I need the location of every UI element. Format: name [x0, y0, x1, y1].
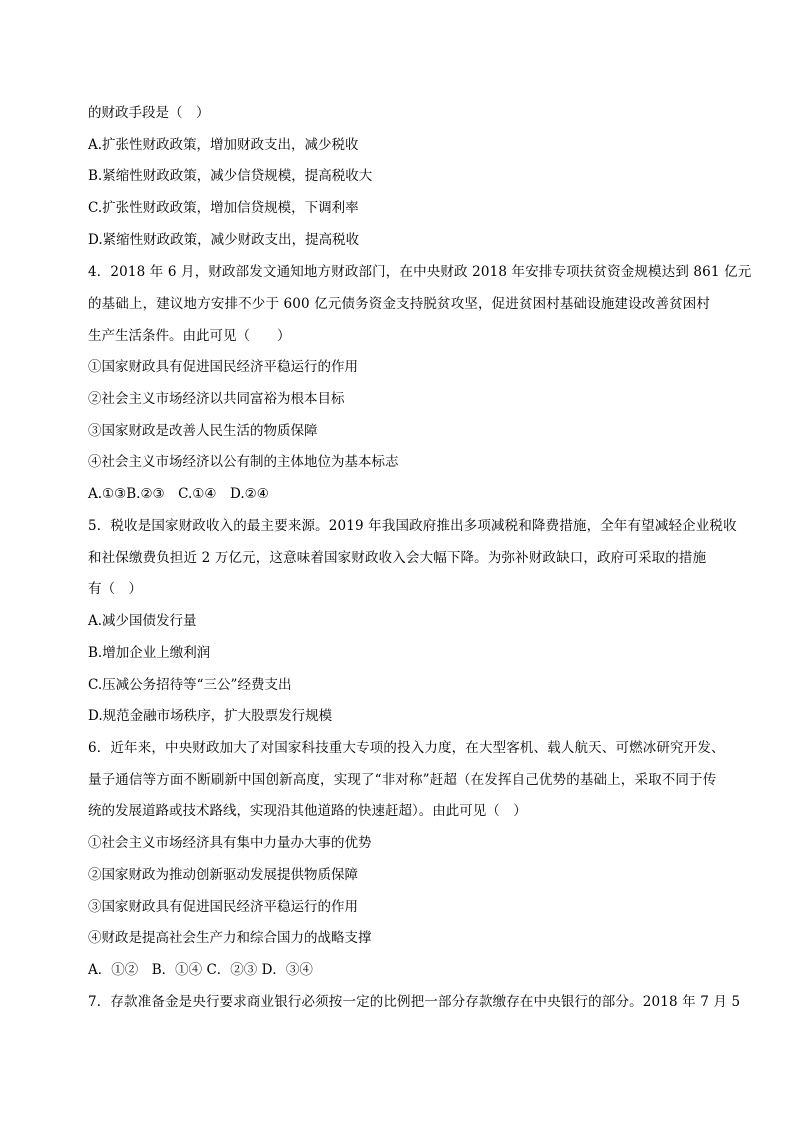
- q5-option-a: A.减少国债发行量: [88, 613, 197, 629]
- q3-option-d: D.紧缩性财政政策，减少财政支出，提高税收: [88, 232, 360, 248]
- q5-option-c: C.压减公务招待等“三公”经费支出: [88, 677, 292, 693]
- q6-statement-4: ④财政是提高社会生产力和综合国力的战略支撑: [88, 930, 372, 946]
- q7-stem-line-1: 7．存款准备金是央行要求商业银行必须按一定的比例把一部分存款缴存在中央银行的部分。2018 年 7 月 5: [88, 994, 741, 1010]
- q4-statement-3: ③国家财政是改善人民生活的物质保障: [88, 423, 318, 439]
- q6-statement-1: ①社会主义市场经济具有集中力量办大事的优势: [88, 835, 372, 851]
- q6-stem-line-1: 6．近年来，中央财政加大了对国家科技重大专项的投入力度，在大型客机、载人航天、可燃冰研究开发、: [88, 740, 725, 756]
- q3-option-b: B.紧缩性财政政策，减少信贷规模，提高税收大: [88, 168, 373, 184]
- q5-stem-line-3: 有（ ）: [88, 581, 142, 597]
- q4-choices: A.①③B.②③ C.①④ D.②④: [88, 486, 269, 502]
- q5-option-b: B.增加企业上缴利润: [88, 645, 211, 661]
- q3-option-a: A.扩张性财政政策，增加财政支出，减少税收: [88, 137, 359, 153]
- q4-statement-4: ④社会主义市场经济以公有制的主体地位为基本标志: [88, 454, 399, 470]
- q5-stem-line-1: 5．税收是国家财政收入的最主要来源。2019 年我国政府推出多项减税和降费措施，全年有望减轻企业税收: [88, 518, 737, 534]
- q6-choices: A．①② B．①④ C．②③ D．③④: [88, 962, 313, 978]
- q4-stem-line-3: 生产生活条件。由此可见（ ）: [88, 328, 291, 344]
- q6-statement-3: ③国家财政具有促进国民经济平稳运行的作用: [88, 899, 358, 915]
- q5-option-d: D.规范金融市场秩序，扩大股票发行规模: [88, 708, 333, 724]
- q6-stem-line-3: 统的发展道路或技术路线，实现沿其他道路的快速赶超）。由此可见（ ）: [88, 803, 527, 819]
- q4-stem-line-2: 的基础上，建议地方安排不少于 600 亿元债务资金支持脱贫攻坚，促进贫困村基础设施建设改善贫困村: [88, 296, 711, 312]
- q5-stem-line-2: 和社保缴费负担近 2 万亿元，这意味着国家财政收入会大幅下降。为弥补财政缺口，政府可采取的措施: [88, 550, 707, 566]
- q6-statement-2: ②国家财政为推动创新驱动发展提供物质保障: [88, 867, 358, 883]
- q4-stem-line-1: 4．2018 年 6 月，财政部发文通知地方财政部门，在中央财政 2018 年安排专项扶贫资金规模达到 861 亿元: [88, 264, 752, 280]
- q3-option-c: C.扩张性财政政策，增加信贷规模，下调利率: [88, 200, 359, 216]
- q6-stem-line-2: 量子通信等方面不断刷新中国创新高度，实现了“非对称”赶超（在发挥自己优势的基础上，采取不同于传: [88, 772, 717, 788]
- q4-statement-2: ②社会主义市场经济以共同富裕为根本目标: [88, 391, 345, 407]
- q4-statement-1: ①国家财政具有促进国民经济平稳运行的作用: [88, 359, 358, 375]
- q3-stem-end: 的财政手段是（ ）: [88, 105, 210, 121]
